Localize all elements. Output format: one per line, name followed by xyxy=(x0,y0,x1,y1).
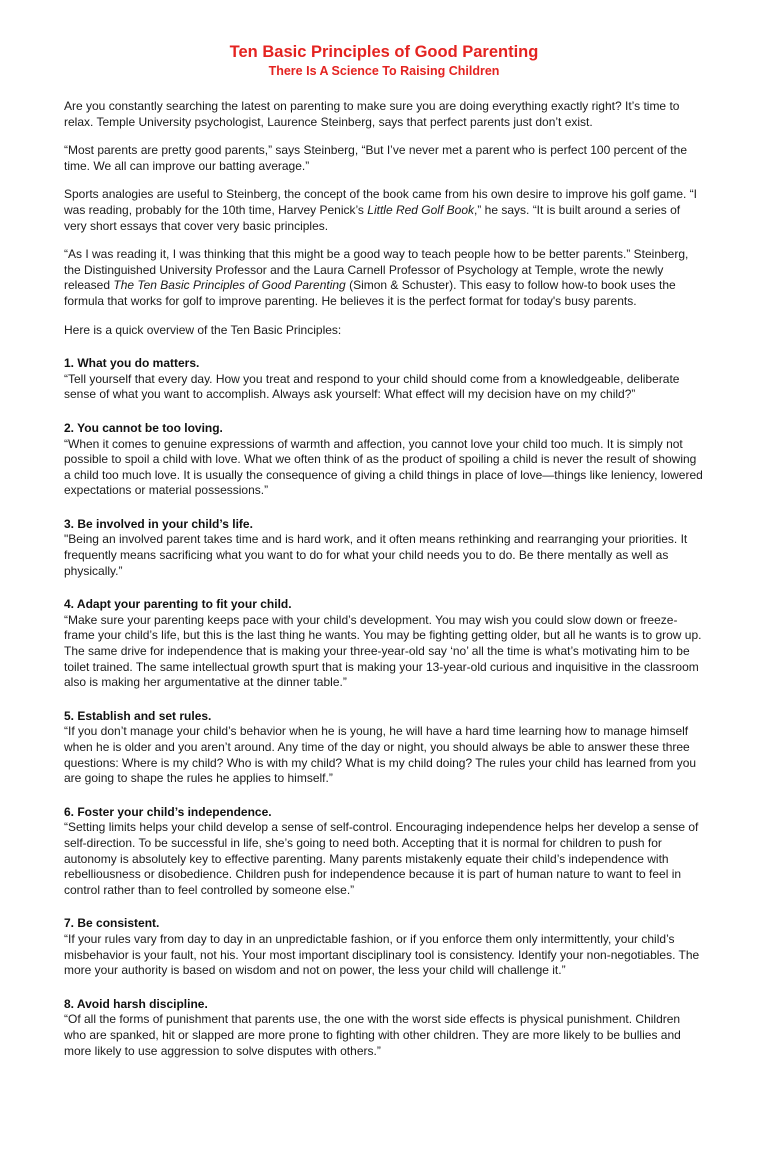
document-header xyxy=(64,42,704,79)
principle-body: “When it comes to genuine expressions of warmth and affection, you cannot love your child too much. It is simply not possible to spoil a child with love. What we often think of as the product of spoiling a child is never the result of showing a child too much love. It is usually the consequence of giving a child things in place of love—things like leniency, lowered expectations or material possessions.” xyxy=(64,436,703,498)
document-subtitle: There Is A Science To Raising Children xyxy=(268,64,500,78)
principle-body: “If you don’t manage your child’s behavior when he is young, he will have a hard time learning how to manage himself when he is older and you aren’t around. Any time of the day or night, you should always be able to answer these three questions: Where is my child? Who is with my child? What is my child doing? The rules your child has learned from you are going to shape the rules he applies to himself.” xyxy=(64,724,697,786)
principle-section-4 xyxy=(64,592,704,691)
intro-paragraph-2: “Most parents are pretty good parents,” says Steinberg, “But I’ve never met a parent who is perfect 100 percent of the time. We all can improve our batting average.” xyxy=(64,143,687,173)
book-title-italic: Little Red Golf Book xyxy=(367,202,474,217)
principle-body: “Tell yourself that every day. How you treat and respond to your child should come from a knowledgeable, deliberate sense of what you want to accomplish. Always ask yourself: What effect will my decision have on my child?” xyxy=(64,371,680,402)
principle-body: “Make sure your parenting keeps pace with your child’s development. You may wish you could slow down or freeze-frame your child’s life, but this is the last thing he wants. You may be fighting getting older, but all he wants is to grow up. The same drive for independence that is making your three-year-old say ‘no’ all the time is what’s motivating him to be toilet trained. The same intellectual growth spurt that is making your 13-year-old curious and inquisitive in the classroom also is making her argumentative at the dinner table.” xyxy=(64,612,702,690)
principle-heading: 5. Establish and set rules. xyxy=(64,708,212,723)
principle-section-2 xyxy=(64,416,704,499)
principle-body: “Of all the forms of punishment that parents use, the one with the worst side effects is physical punishment. Children who are spanked, hit or slapped are more prone to fighting with other children. They are more likely to be bullies and more likely to use aggression to solve disputes with others.” xyxy=(64,1012,681,1058)
principle-section-5 xyxy=(64,704,704,787)
principle-body: "Being an involved parent takes time and is hard work, and it often means rethinking and rearranging your priorities. It frequently means sacrificing what you want to do for what your child needs you to do. Be there mentally as well as physically.” xyxy=(64,532,688,578)
principle-body: “Setting limits helps your child develop a sense of self-control. Encouraging independence helps her develop a sense of self-direction. To be successful in life, she’s going to need both. Accepting that it is normal for children to push for autonomy is absolutely key to effective parenting. Many parents mistakenly equate their child’s independence with rebelliousness or disobedience. Children push for independence because it is part of human nature to want to feel in control rather than to feel controlled by someone else.” xyxy=(64,820,699,897)
paragraph-text: ,” he says. “It is built around a series of very short essays that cover very basic principles. xyxy=(64,202,681,233)
principle-heading: 7. Be consistent. xyxy=(64,916,160,931)
paragraph-text: “As I was reading it, I was thinking that this might be a good way to teach people how to be better parents.” Steinberg, the Distinguished University Professor and the Laura Carnell Professor of Psychology at Temple, wrote the newly released xyxy=(64,247,689,293)
intro-paragraph-1: Are you constantly searching the latest on parenting to make sure you are doing everything exactly right? It’s time to relax. Temple University psychologist, Laurence Steinberg, says that perfect parents just don’t exist. xyxy=(64,99,680,129)
intro-paragraph-4 xyxy=(64,247,704,309)
document-body xyxy=(64,99,704,1059)
paragraph-text: (Simon & Schuster). This easy to follow how-to book uses the formula that works for golf to improve parenting. He believes it is the perfect format for today's busy parents. xyxy=(64,278,676,308)
principle-body: “If your rules vary from day to day in an unpredictable fashion, or if you enforce them only intermittently, your child’s misbehavior is your fault, not his. Your most important disciplinary tool is consistency. Identify your non-negotiables. The more your authority is based on wisdom and not on power, the less your child will challenge it.” xyxy=(64,931,700,978)
document-title: Ten Basic Principles of Good Parenting xyxy=(229,43,539,61)
principle-section-8 xyxy=(64,992,704,1059)
principle-heading: 3. Be involved in your child’s life. xyxy=(64,516,253,531)
principle-heading: 4. Adapt your parenting to fit your child. xyxy=(64,597,292,612)
principle-section-7 xyxy=(64,911,704,978)
principle-heading: 6. Foster your child’s independence. xyxy=(64,804,272,819)
overview-lead: Here is a quick overview of the Ten Basic Principles: xyxy=(64,322,342,337)
principle-heading: 1. What you do matters. xyxy=(64,356,200,371)
book-title-italic: The Ten Basic Principles of Good Parenting xyxy=(113,278,346,293)
principle-section-1 xyxy=(64,351,704,403)
principle-heading: 8. Avoid harsh discipline. xyxy=(64,996,208,1011)
intro-paragraph-3 xyxy=(64,187,704,234)
principle-heading: 2. You cannot be too loving. xyxy=(64,420,223,435)
paragraph-text: Sports analogies are useful to Steinberg, the concept of the book came from his own desire to improve his golf game. “I was reading, probably for the 10th time, Harvey Penick’s xyxy=(64,187,698,217)
principle-section-3 xyxy=(64,512,704,579)
principle-section-6 xyxy=(64,800,704,899)
